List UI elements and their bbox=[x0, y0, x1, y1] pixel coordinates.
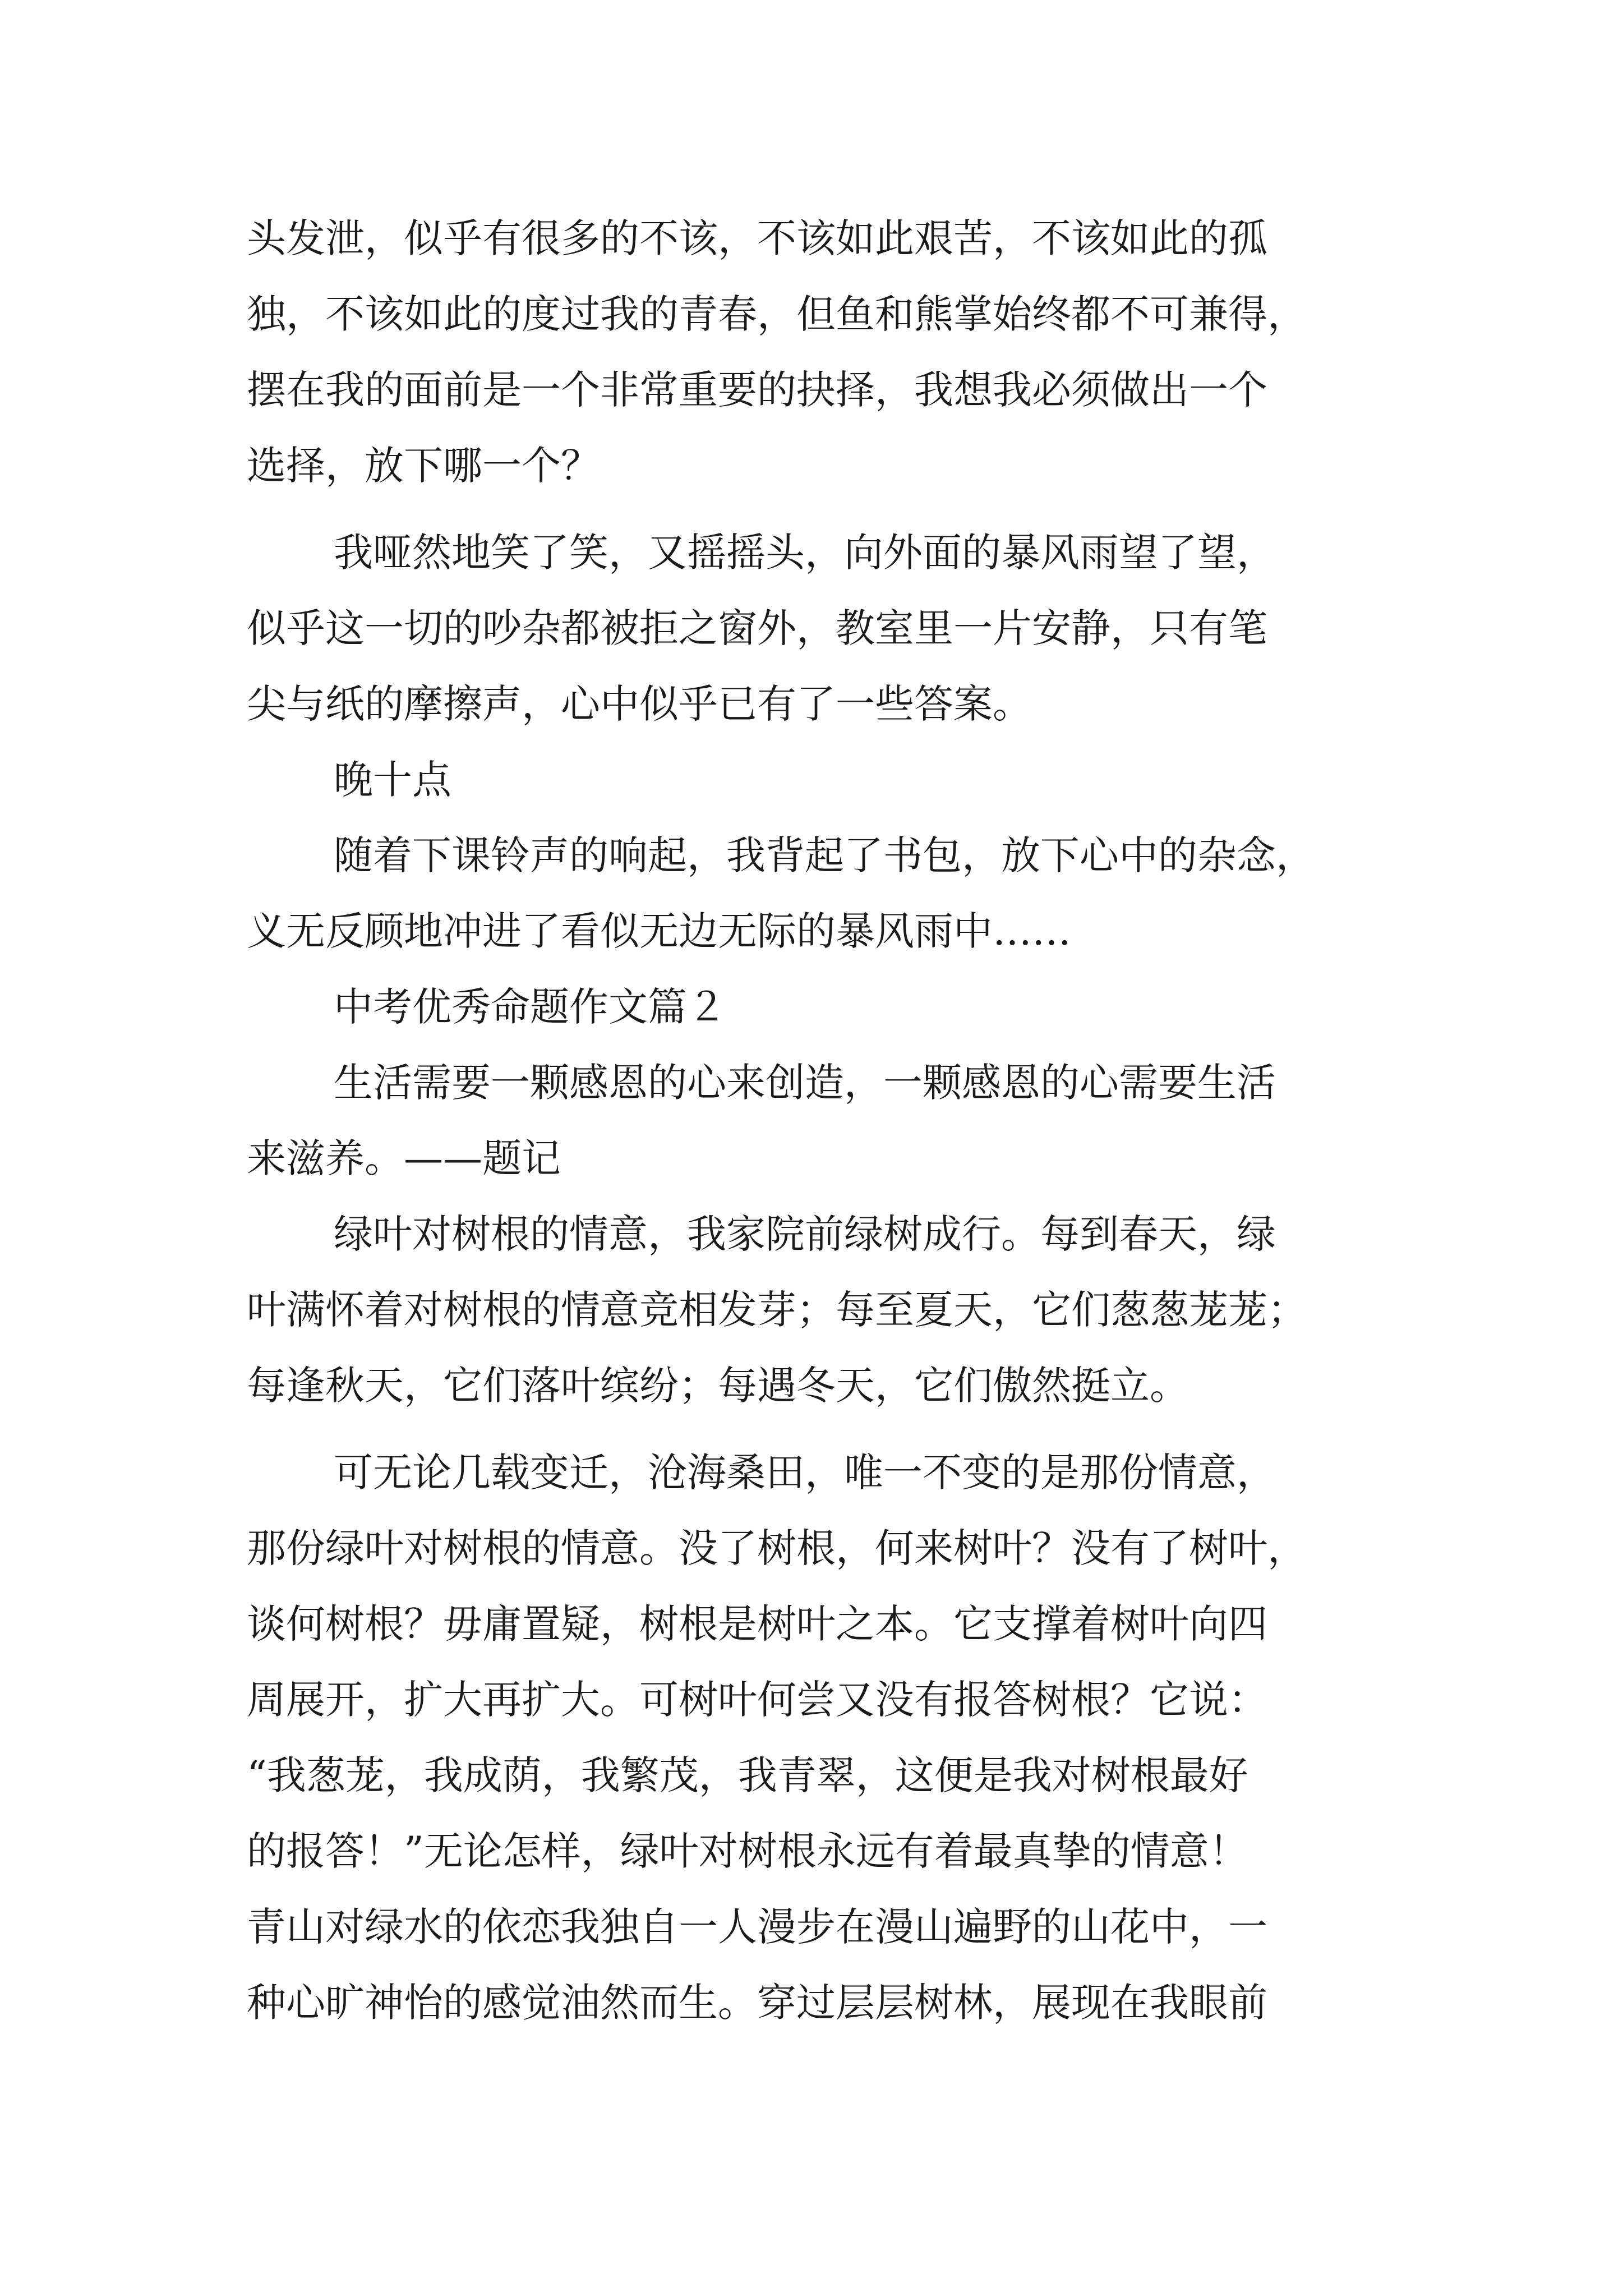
text-line: 随着下课铃声的响起，我背起了书包，放下心中的杂念， bbox=[334, 832, 1315, 878]
text-line: 周展开，扩大再扩大。可树叶何尝又没有报答树根？它说： bbox=[247, 1677, 1267, 1723]
text-line: 那份绿叶对树根的情意。没了树根，何来树叶？没有了树叶， bbox=[247, 1525, 1307, 1571]
text-line: 每逢秋天，它们落叶缤纷；每遇冬天，它们傲然挺立。 bbox=[247, 1363, 1189, 1409]
text-line: 的报答！”无论怎样，绿叶对树根永远有着最真挚的情意！ bbox=[247, 1828, 1248, 1874]
text-line: 我哑然地笑了笑，又摇摇头，向外面的暴风雨望了望， bbox=[334, 530, 1276, 576]
text-line: 尖与纸的摩擦声，心中似乎已有了一些答案。 bbox=[247, 681, 1032, 727]
text-line: 头发泄，似乎有很多的不该，不该如此艰苦，不该如此的孤 bbox=[247, 215, 1267, 261]
text-line: “我葱茏，我成荫，我繁茂，我青翠，这便是我对树根最好 bbox=[247, 1752, 1248, 1798]
text-line: 青山对绿水的依恋我独自一人漫步在漫山遍野的山花中，一 bbox=[247, 1904, 1267, 1950]
text-line: 种心旷神怡的感觉油然而生。穿过层层树林，展现在我眼前 bbox=[247, 1980, 1267, 2026]
text-line: 叶满怀着对树根的情意竞相发芽；每至夏天，它们葱葱茏茏； bbox=[247, 1287, 1307, 1333]
text-line: 来滋养。——题记 bbox=[247, 1135, 561, 1181]
text-line: 可无论几载变迁，沧海桑田，唯一不变的是那份情意， bbox=[334, 1450, 1276, 1496]
text-line: 义无反顾地冲进了看似无边无际的暴风雨中…… bbox=[247, 908, 1071, 954]
text-line: 独，不该如此的度过我的青春，但鱼和熊掌始终都不可兼得， bbox=[247, 291, 1307, 337]
text-line: 摆在我的面前是一个非常重要的抉择，我想我必须做出一个 bbox=[247, 367, 1267, 413]
section-heading: 晚十点 bbox=[334, 757, 451, 803]
text-line: 选择，放下哪一个？ bbox=[247, 443, 600, 489]
text-line: 绿叶对树根的情意，我家院前绿树成行。每到春天，绿 bbox=[334, 1211, 1276, 1257]
text-line: 似乎这一切的吵杂都被拒之窗外，教室里一片安静，只有笔 bbox=[247, 605, 1267, 651]
text-line: 生活需要一颗感恩的心来创造，一颗感恩的心需要生活 bbox=[334, 1060, 1276, 1106]
essay-title: 中考优秀命题作文篇２ bbox=[334, 984, 726, 1030]
text-line: 谈何树根？毋庸置疑，树根是树叶之本。它支撑着树叶向四 bbox=[247, 1601, 1267, 1647]
